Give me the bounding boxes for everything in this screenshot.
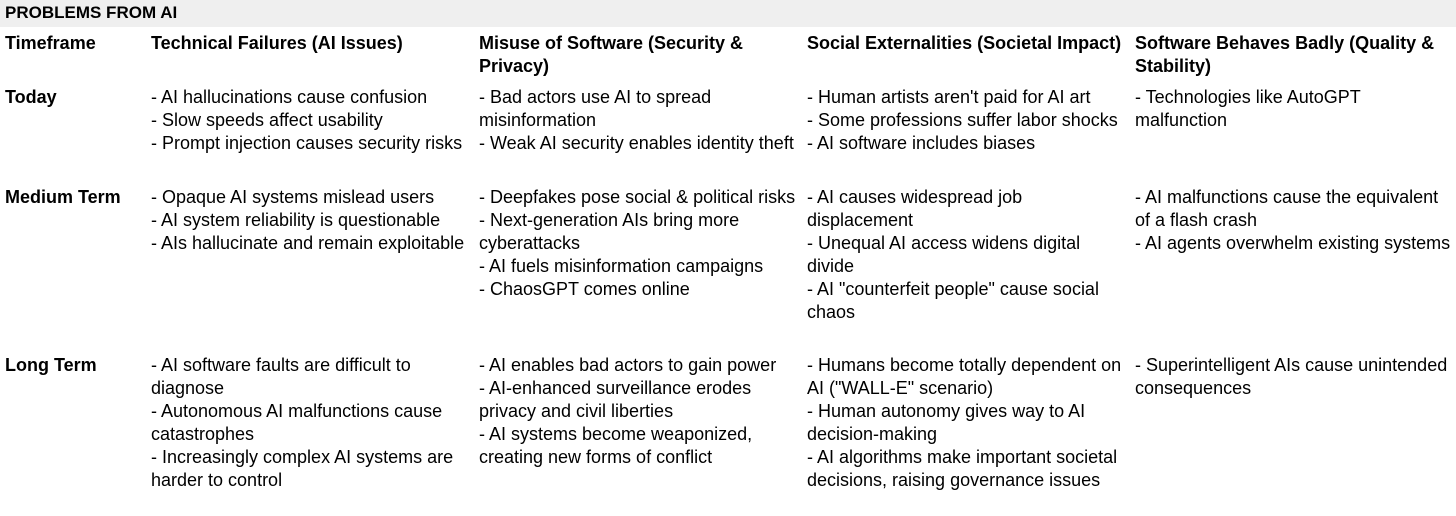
cell-today-social bbox=[807, 86, 1127, 155]
list-item: - Prompt injection causes security risks bbox=[151, 133, 463, 153]
header-misuse-of-software: Misuse of Software (Security & Privacy) bbox=[479, 33, 744, 76]
list-item: - AI-enhanced surveillance erodes privacy and civil liberties bbox=[479, 378, 752, 421]
row-label-today: Today bbox=[5, 87, 57, 107]
list-item: - Increasingly complex AI systems are harder to control bbox=[151, 447, 454, 490]
list-item: - AIs hallucinate and remain exploitable bbox=[151, 233, 465, 253]
list-item: - Unequal AI access widens digital divide bbox=[807, 233, 1081, 276]
list-item: - AI causes widespread job displacement bbox=[807, 187, 1023, 230]
list-item: - Next-generation AIs bring more cyberattacks bbox=[479, 210, 740, 253]
list-item: - AI enables bad actors to gain power bbox=[479, 355, 777, 375]
header-timeframe: Timeframe bbox=[5, 33, 96, 53]
header-social-externalities: Social Externalities (Societal Impact) bbox=[807, 33, 1122, 53]
row-label-medium-term: Medium Term bbox=[5, 187, 121, 207]
cell-long-misuse bbox=[479, 354, 799, 469]
list-item: - AI software faults are difficult to diagnose bbox=[151, 355, 411, 398]
list-item: - Some professions suffer labor shocks bbox=[807, 110, 1118, 130]
list-item: - Superintelligent AIs cause unintended consequences bbox=[1135, 355, 1448, 398]
header-software-behaves-badly: Software Behaves Badly (Quality & Stability) bbox=[1135, 33, 1435, 76]
cell-today-quality bbox=[1135, 86, 1453, 132]
cell-medium-quality bbox=[1135, 186, 1453, 255]
cell-today-misuse bbox=[479, 86, 799, 155]
cell-long-quality bbox=[1135, 354, 1453, 400]
title-bar bbox=[0, 0, 1456, 27]
cell-long-social bbox=[807, 354, 1127, 492]
list-item: - Weak AI security enables identity theft bbox=[479, 133, 794, 153]
list-item: - AI software includes biases bbox=[807, 133, 1036, 153]
list-item: - AI fuels misinformation campaigns bbox=[479, 256, 764, 276]
list-item: - Opaque AI systems mislead users bbox=[151, 187, 435, 207]
cell-medium-technical bbox=[151, 186, 471, 255]
list-item: - Human artists aren't paid for AI art bbox=[807, 87, 1091, 107]
cell-medium-social bbox=[807, 186, 1127, 324]
list-item: - Bad actors use AI to spread misinformation bbox=[479, 87, 712, 130]
list-item: - Technologies like AutoGPT malfunction bbox=[1135, 87, 1361, 130]
cell-medium-misuse bbox=[479, 186, 799, 301]
list-item: - AI "counterfeit people" cause social chaos bbox=[807, 279, 1099, 322]
list-item: - Autonomous AI malfunctions cause catastrophes bbox=[151, 401, 443, 444]
list-item: - ChaosGPT comes online bbox=[479, 279, 690, 299]
list-item: - AI algorithms make important societal decisions, raising governance issues bbox=[807, 447, 1118, 490]
row-label-long-term: Long Term bbox=[5, 355, 97, 375]
list-item: - AI system reliability is questionable bbox=[151, 210, 441, 230]
cell-today-technical bbox=[151, 86, 471, 155]
cell-long-technical bbox=[151, 354, 471, 492]
list-item: - AI systems become weaponized, creating new forms of conflict bbox=[479, 424, 753, 467]
table-title: PROBLEMS FROM AI bbox=[5, 3, 178, 22]
header-technical-failures: Technical Failures (AI Issues) bbox=[151, 33, 403, 53]
list-item: - AI malfunctions cause the equivalent of a flash crash bbox=[1135, 187, 1439, 230]
list-item: - Slow speeds affect usability bbox=[151, 110, 383, 130]
list-item: - Deepfakes pose social & political risks bbox=[479, 187, 796, 207]
list-item: - Humans become totally dependent on AI ("WALL-E" scenario) bbox=[807, 355, 1122, 398]
list-item: - AI hallucinations cause confusion bbox=[151, 87, 428, 107]
list-item: - Human autonomy gives way to AI decision-making bbox=[807, 401, 1086, 444]
list-item: - AI agents overwhelm existing systems bbox=[1135, 233, 1451, 253]
